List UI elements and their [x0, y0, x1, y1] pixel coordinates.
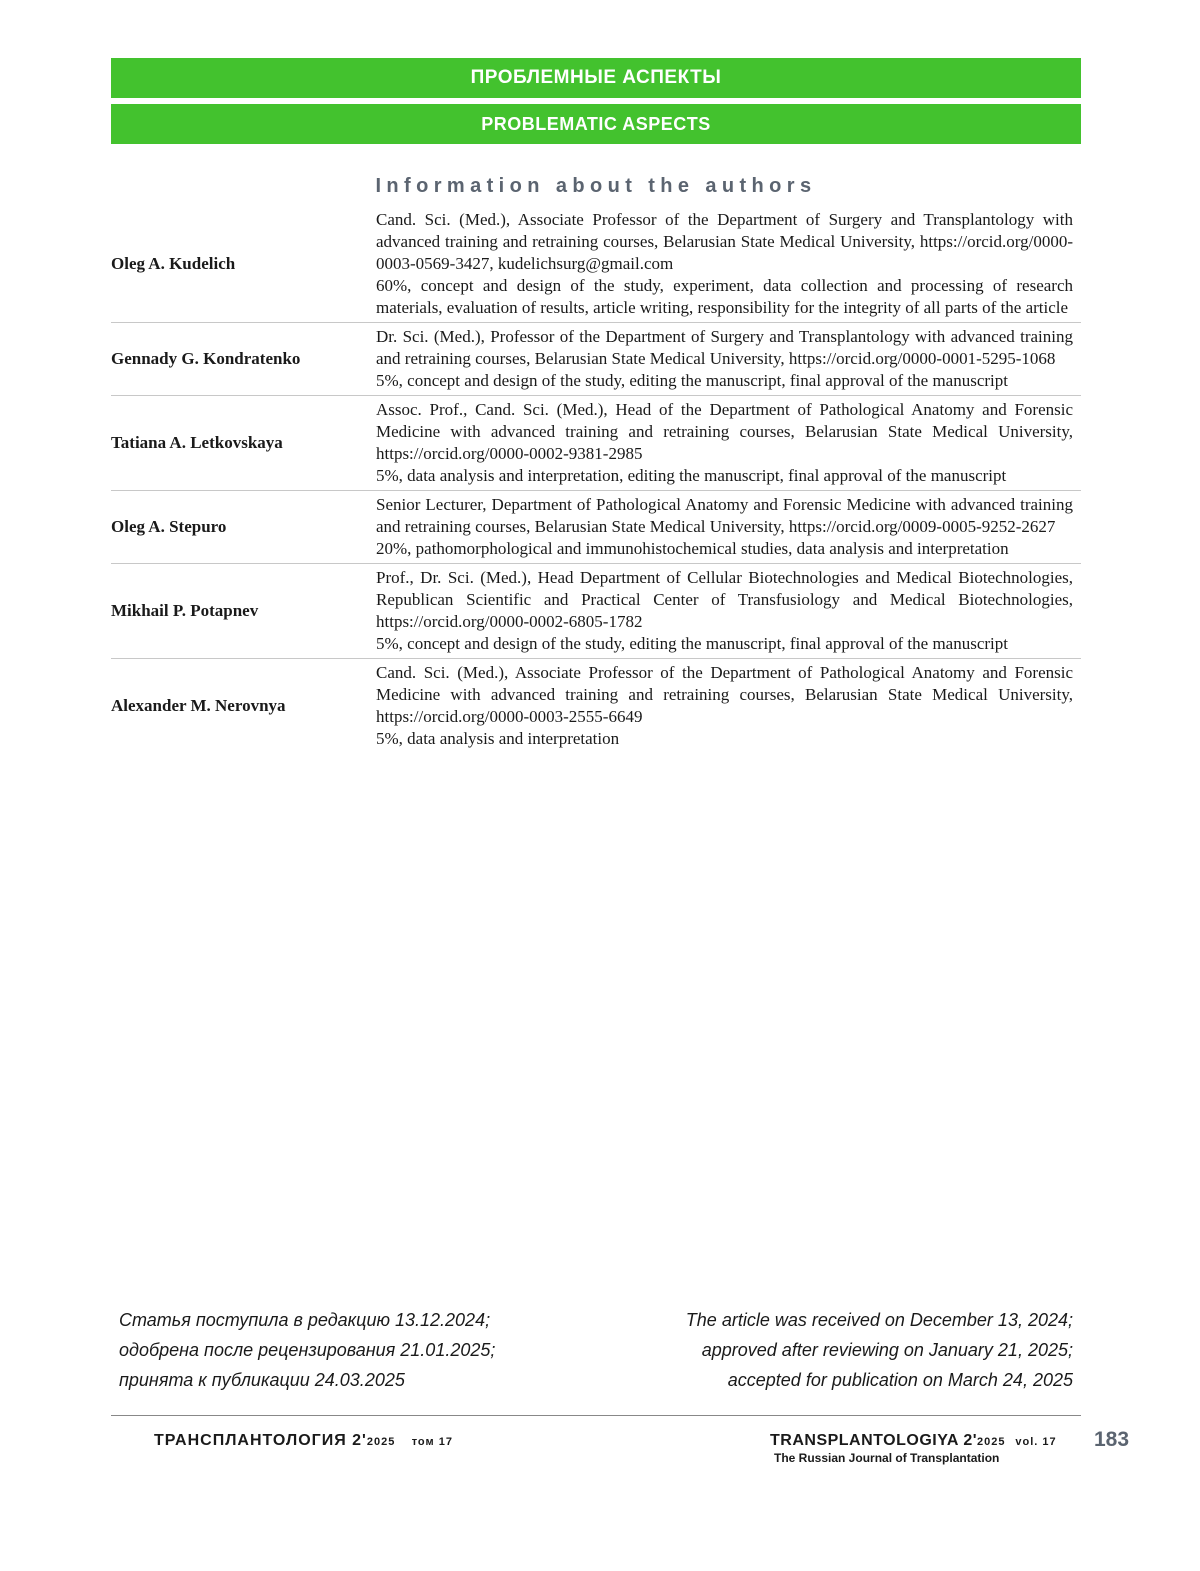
author-affiliation: Senior Lecturer, Department of Pathological Anatomy and Forensic Medicine with advanced training and retraining courses, Belarusian State Medical University, https://orcid.org/0009-0005-9252-2627	[376, 495, 1073, 536]
author-details	[376, 567, 1081, 655]
received-dates-ru	[119, 1305, 495, 1395]
approved-line: одобрена после рецензирования 21.01.2025;	[119, 1340, 496, 1360]
author-row	[111, 206, 1081, 323]
author-details	[376, 399, 1081, 487]
issue-number: 2'	[352, 1432, 367, 1449]
authors-info-title: Information about the authors	[375, 175, 817, 197]
received-line: Статья поступила в редакцию 13.12.2024;	[119, 1310, 491, 1330]
author-row	[111, 396, 1081, 491]
issue-year: 2025	[366, 1436, 396, 1448]
accepted-line: accepted for publication on March 24, 2025	[727, 1370, 1073, 1390]
author-row	[111, 323, 1081, 396]
author-details	[376, 326, 1081, 392]
author-name: Alexander M. Nerovnya	[111, 696, 286, 715]
author-details	[376, 494, 1081, 560]
author-affiliation: Prof., Dr. Sci. (Med.), Head Department of Cellular Biotechnologies and Medical Biotechnologies, Republican Scientific and Practical Center of Transfusiology and Medical Biotechnologies, https://orcid.org/0000-0002-6805-1782	[376, 568, 1073, 631]
approved-line: approved after reviewing on January 21, 2025;	[701, 1340, 1073, 1360]
author-contribution: 20%, pathomorphological and immunohistochemical studies, data analysis and interpretation	[376, 539, 1009, 558]
page-number: 183	[1094, 1428, 1130, 1451]
author-affiliation: Cand. Sci. (Med.), Associate Professor of the Department of Pathological Anatomy and Forensic Medicine with advanced training and retraining courses, Belarusian State Medical University, https://orcid.org/0000-0003-2555-6649	[376, 663, 1073, 726]
author-name: Oleg A. Kudelich	[111, 254, 236, 273]
author-contribution: 5%, concept and design of the study, editing the manuscript, final approval of the manuscript	[376, 634, 1008, 653]
journal-title-ru: ТРАНСПЛАНТОЛОГИЯ	[154, 1432, 347, 1449]
author-row	[111, 491, 1081, 564]
volume-en: vol. 17	[1015, 1436, 1057, 1448]
authors-table	[111, 206, 1081, 753]
author-name: Mikhail P. Potapnev	[111, 601, 259, 620]
issue-year: 2025	[977, 1436, 1006, 1448]
journal-title-en: TRANSPLANTOLOGIYA	[770, 1432, 959, 1449]
author-details	[376, 209, 1081, 319]
issue-number: 2'	[963, 1432, 978, 1449]
author-row	[111, 564, 1081, 659]
footer-journal-ru	[154, 1432, 453, 1450]
author-affiliation: Dr. Sci. (Med.), Professor of the Department of Surgery and Transplantology with advanced training and retraining courses, Belarusian State Medical University, https://orcid.org/0000-0001-5295-1068	[376, 327, 1073, 368]
journal-subtitle: The Russian Journal of Transplantation	[774, 1451, 1000, 1465]
volume-ru: том 17	[411, 1436, 453, 1448]
author-contribution: 60%, concept and design of the study, experiment, data collection and processing of research materials, evaluation of results, article writing, responsibility for the integrity of all parts of the article	[376, 276, 1073, 317]
author-details	[376, 662, 1081, 750]
author-row	[111, 659, 1081, 753]
footer-journal-en	[770, 1432, 1057, 1450]
author-name: Tatiana A. Letkovskaya	[111, 433, 283, 452]
received-dates-en	[686, 1305, 1073, 1395]
section-banner-ru: ПРОБЛЕМНЫЕ АСПЕКТЫ	[111, 58, 1081, 98]
author-name: Gennady G. Kondratenko	[111, 349, 301, 368]
author-contribution: 5%, concept and design of the study, editing the manuscript, final approval of the manuscript	[376, 371, 1008, 390]
footer-divider	[111, 1415, 1081, 1416]
author-contribution: 5%, data analysis and interpretation	[376, 729, 620, 748]
section-banner-en: PROBLEMATIC ASPECTS	[111, 104, 1081, 144]
author-affiliation: Cand. Sci. (Med.), Associate Professor of the Department of Surgery and Transplantology with advanced training and retraining courses, Belarusian State Medical University, https://orcid.org/0000-0003-0569-3427, kudelichsurg@gmail.com	[376, 210, 1073, 273]
accepted-line: принята к публикации 24.03.2025	[119, 1370, 405, 1390]
received-line: The article was received on December 13, 2024;	[685, 1310, 1073, 1330]
author-name: Oleg A. Stepuro	[111, 517, 227, 536]
author-affiliation: Assoc. Prof., Cand. Sci. (Med.), Head of the Department of Pathological Anatomy and Forensic Medicine with advanced training and retraining courses, Belarusian State Medical University, https://orcid.org/0000-0002-9381-2985	[376, 400, 1073, 463]
author-contribution: 5%, data analysis and interpretation, editing the manuscript, final approval of the manuscript	[376, 466, 1007, 485]
